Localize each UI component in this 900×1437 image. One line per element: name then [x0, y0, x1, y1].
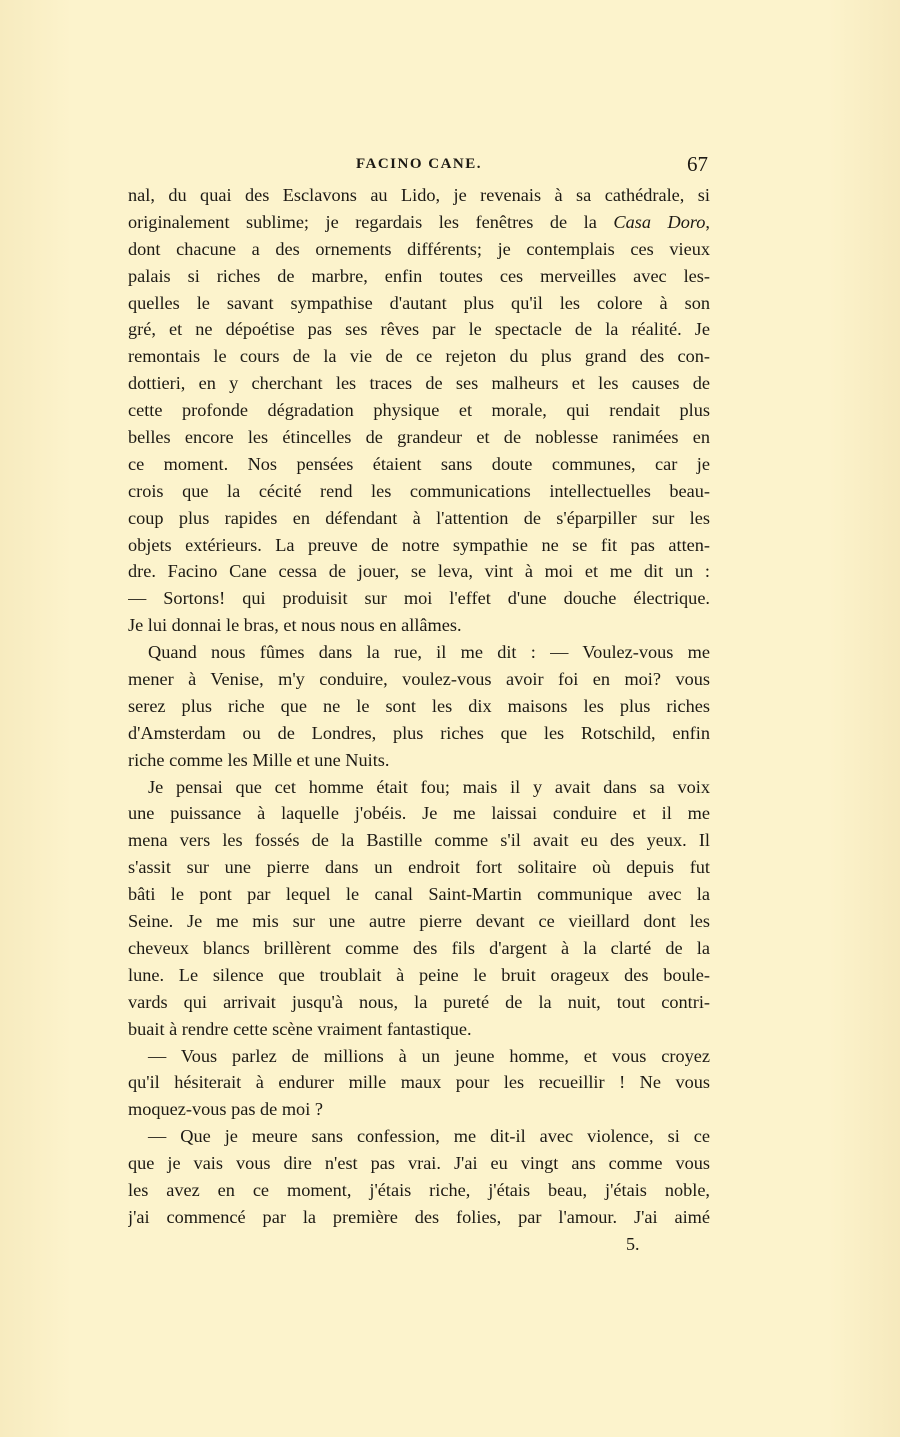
- text-line: d'Amsterdam ou de Londres, plus riches que les Rotschild, enfin: [128, 722, 710, 743]
- text-line: [128, 209, 710, 236]
- text-line: une puissance à laquelle j'obéis. Je me laissai conduire et il me: [128, 803, 710, 824]
- text-line: dottieri, en y cherchant les traces de ses malheurs et les causes de: [128, 373, 710, 394]
- text-line: Je pensai que cet homme était fou; mais il y avait dans sa voix: [148, 776, 710, 797]
- text-line: quelles le savant sympathise d'autant plus qu'il les colore à son: [128, 292, 710, 313]
- body-text: [128, 182, 710, 1231]
- text-line: cette profonde dégradation physique et morale, qui rendait plus: [128, 400, 710, 421]
- text-line: Je lui donnai le bras, et nous nous en allâmes.: [128, 615, 462, 636]
- text-line: belles encore les étincelles de grandeur et de noblesse ranimées en: [128, 427, 710, 448]
- text-line: Quand nous fûmes dans la rue, il me dit : — Voulez-vous me: [148, 642, 710, 663]
- page-number: 67: [687, 152, 708, 176]
- text-line: bâti le pont par lequel le canal Saint-Martin communique avec la: [128, 884, 710, 905]
- text-line: — Vous parlez de millions à un jeune homme, et vous croyez: [148, 1045, 710, 1066]
- text-line: vards qui arrivait jusqu'à nous, la pureté de la nuit, tout contri-: [128, 991, 710, 1012]
- text-line: remontais le cours de la vie de ce rejeton du plus grand des con-: [128, 346, 710, 367]
- text-segment: originalement sublime; je regardais les fenêtres de la: [128, 211, 614, 232]
- text-line: mena vers les fossés de la Bastille comme s'il avait eu des yeux. Il: [128, 830, 710, 851]
- text-line: s'assit sur une pierre dans un endroit fort solitaire où depuis fut: [128, 857, 710, 878]
- text-line: Seine. Je me mis sur une autre pierre devant ce vieillard dont les: [128, 911, 710, 932]
- text-line: mener à Venise, m'y conduire, voulez-vous avoir foi en moi? vous: [128, 669, 710, 690]
- signature-mark: 5.: [626, 1234, 640, 1254]
- text-line: j'ai commencé par la première des folies, par l'amour. J'ai aimé: [128, 1206, 710, 1227]
- text-line: nal, du quai des Esclavons au Lido, je revenais à sa cathédrale, si: [128, 185, 710, 205]
- text-line: que je vais vous dire n'est pas vrai. J'ai eu vingt ans comme vous: [128, 1153, 710, 1174]
- text-line: dre. Facino Cane cessa de jouer, se leva, vint à moi et me dit un :: [128, 561, 710, 582]
- text-line: les avez en ce moment, j'étais riche, j'étais beau, j'étais noble,: [128, 1179, 710, 1200]
- text-line: buait à rendre cette scène vraiment fantastique.: [128, 1018, 472, 1039]
- text-line: — Que je meure sans confession, me dit-il avec violence, si ce: [148, 1126, 710, 1147]
- text-line: gré, et ne dépoétise pas ses rêves par le spectacle de la réalité. Je: [128, 319, 710, 340]
- text-line: lune. Le silence que troublait à peine le bruit orageux des boule-: [128, 964, 710, 985]
- text-line: dont chacune a des ornements différents; je contemplais ces vieux: [128, 238, 710, 259]
- text-line: crois que la cécité rend les communications intellectuelles beau-: [128, 480, 710, 501]
- text-line: moquez-vous pas de moi ?: [128, 1099, 323, 1120]
- italic-title: Casa Doro: [613, 211, 706, 232]
- text-line: cheveux blancs brillèrent comme des fils d'argent à la clarté de la: [128, 937, 710, 958]
- text-line: riche comme les Mille et une Nuits.: [128, 749, 390, 770]
- text-line: coup plus rapides en défendant à l'attention de s'éparpiller sur les: [128, 507, 710, 528]
- text-line: qu'il hésiterait à endurer mille maux pour les recueillir ! Ne vous: [128, 1072, 710, 1093]
- text-line: — Sortons! qui produisit sur moi l'effet d'une douche électrique.: [128, 588, 710, 609]
- running-title: FACINO CANE.: [355, 156, 483, 172]
- text-segment: ,: [705, 211, 710, 232]
- text-line: ce moment. Nos pensées étaient sans doute communes, car je: [128, 453, 710, 474]
- text-line: serez plus riche que ne le sont les dix maisons les plus riches: [128, 695, 710, 716]
- running-head: [128, 152, 710, 178]
- text-line: objets extérieurs. La preuve de notre sympathie ne se fit pas atten-: [128, 534, 710, 555]
- text-line: palais si riches de marbre, enfin toutes ces merveilles avec les-: [128, 265, 710, 286]
